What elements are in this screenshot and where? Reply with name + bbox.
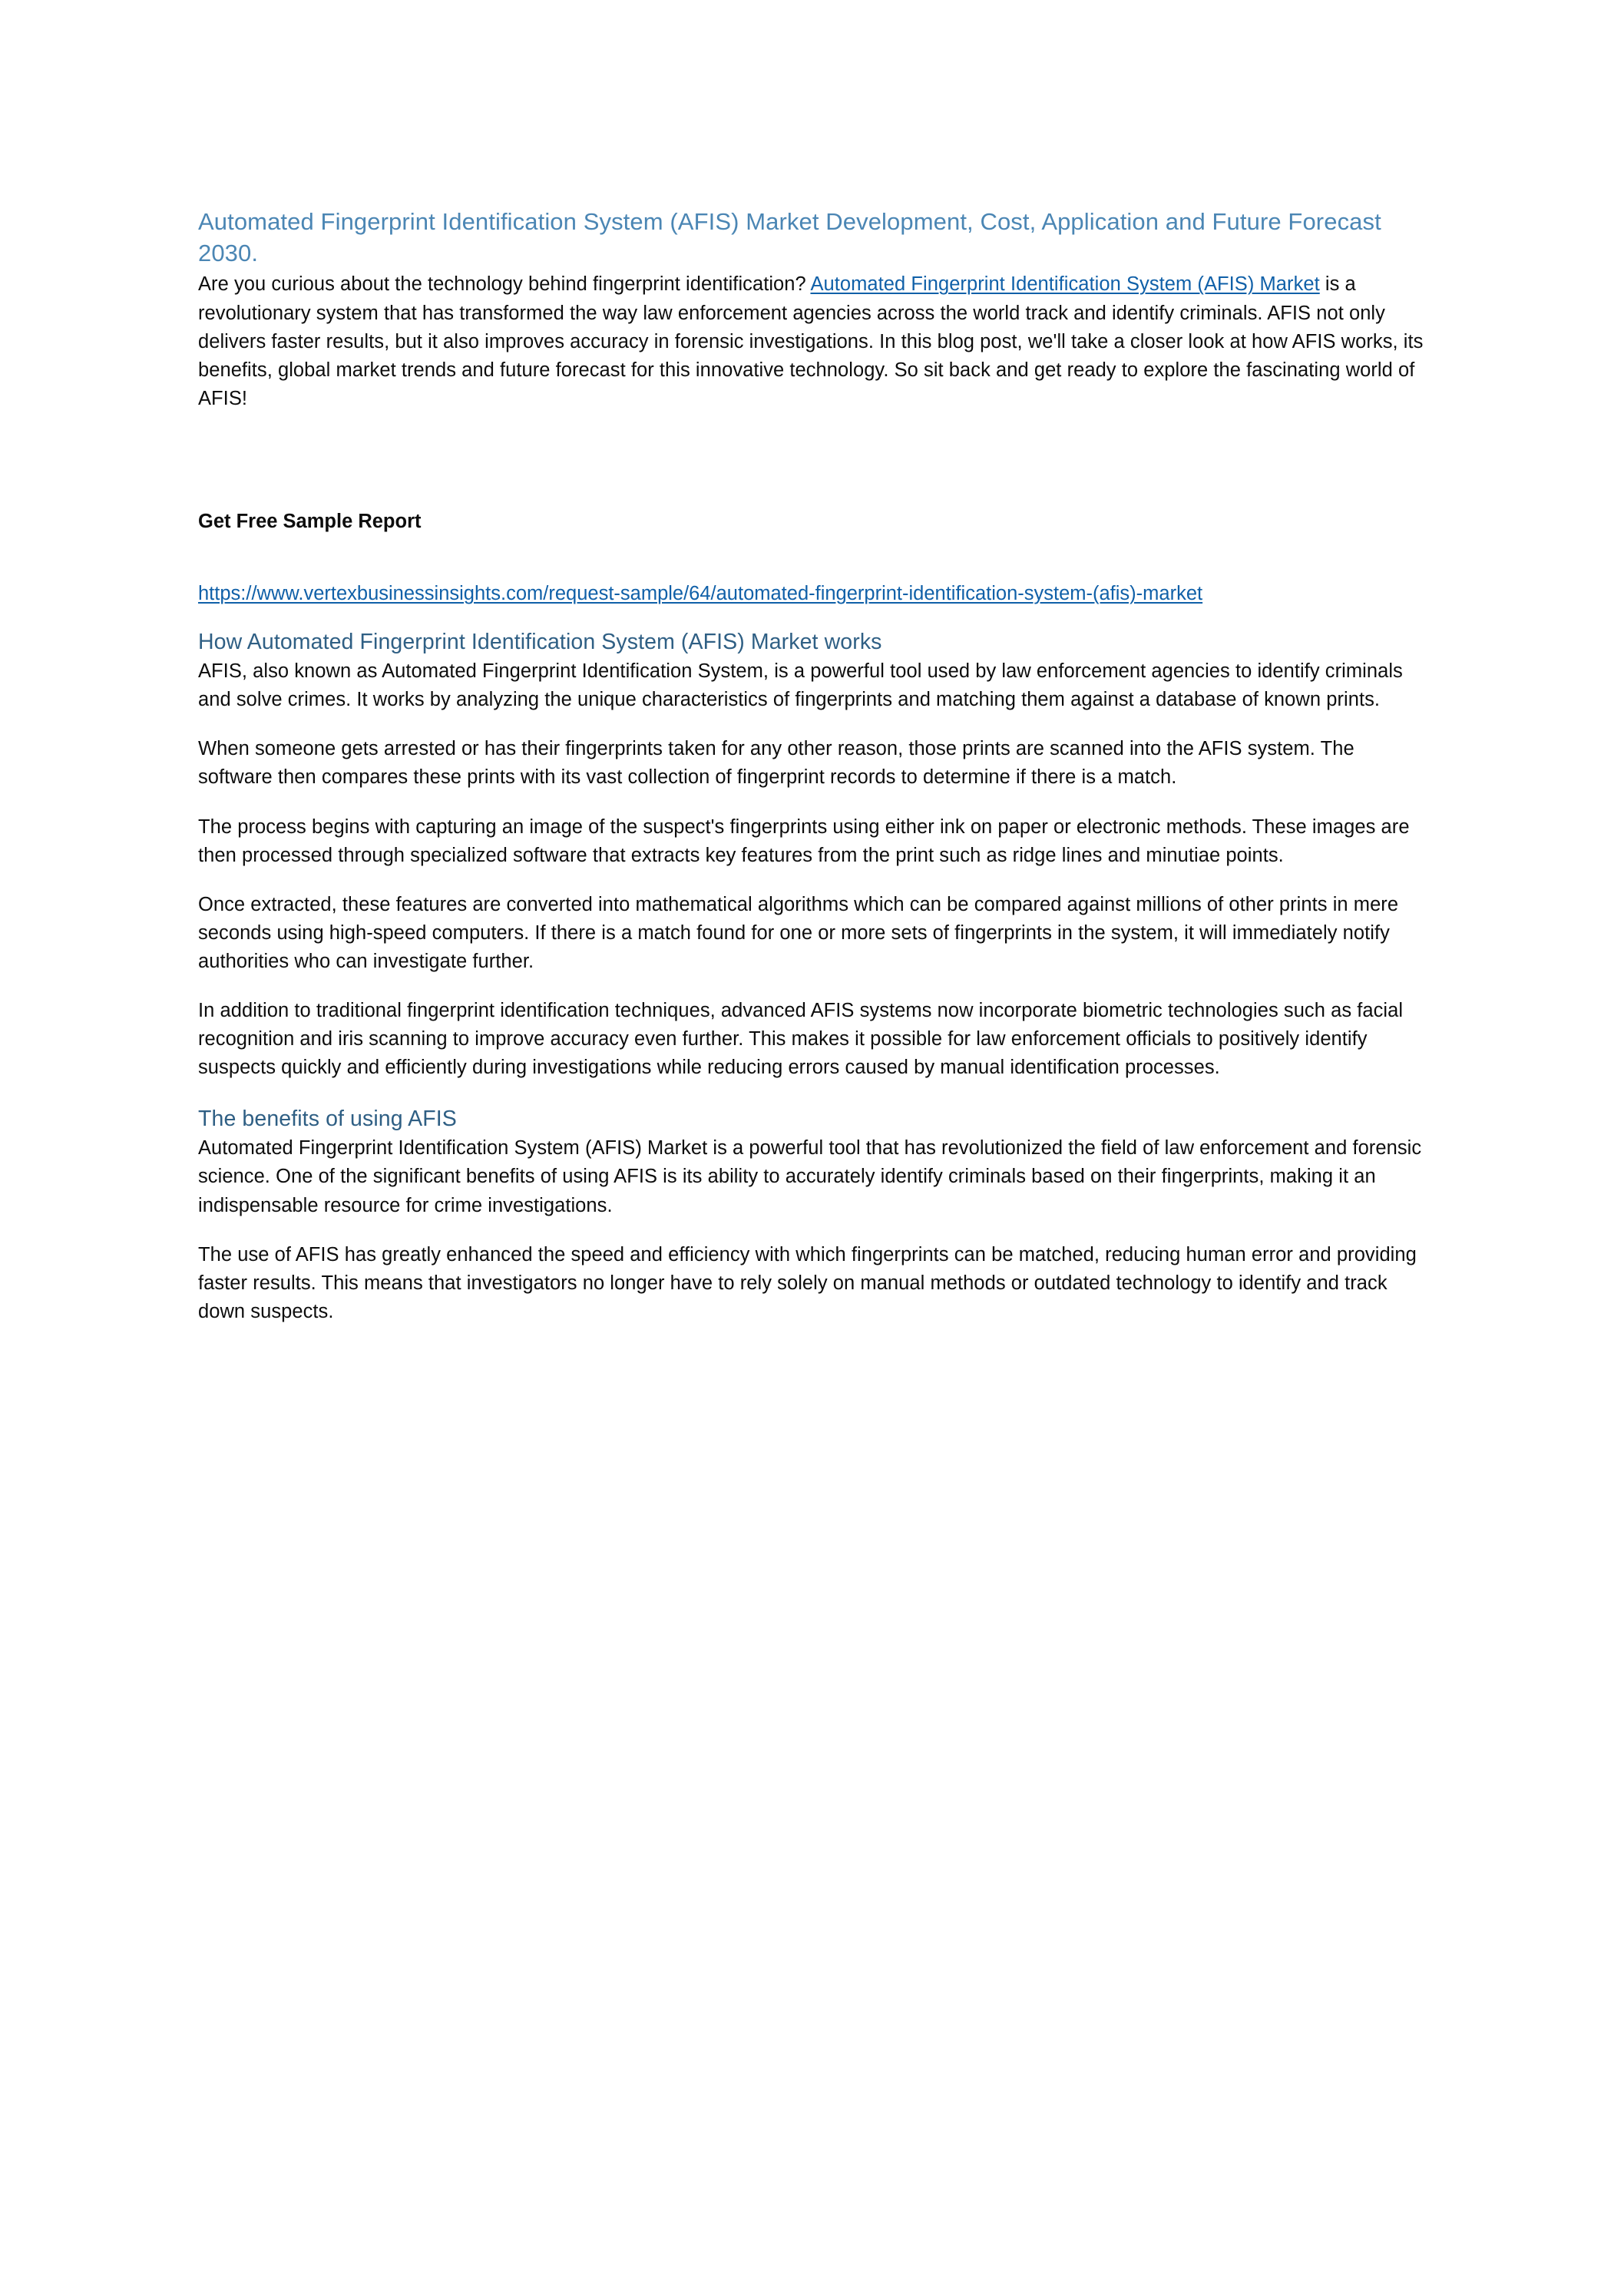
afis-market-link[interactable]: Automated Fingerprint Identification System (AFIS) Market [810, 273, 1320, 296]
document-body [198, 206, 1427, 1326]
section-1-paragraph-2: When someone gets arrested or has their fingerprints taken for any other reason, those prints are scanned into the AFIS system. The software then compares these prints with its vast collection of fingerprint records to determine if there is a match. [198, 738, 1354, 789]
section-1-paragraph-4: Once extracted, these features are converted into mathematical algorithms which can be compared against millions of other prints in mere seconds using high-speed computers. If there is a match found for one or more sets of fingerprints in the system, it will immediately notify authorities who can investigate further. [198, 893, 1399, 972]
spacer-after-intro [198, 413, 1427, 508]
intro-lead-text: Are you curious about the technology behind fingerprint identification? [198, 273, 811, 296]
section-heading-how-afis-works: How Automated Fingerprint Identification System (AFIS) Market works [198, 630, 882, 655]
section-1-paragraph-3: The process begins with capturing an image of the suspect's fingerprints using either ink on paper or electronic methods. These images are then processed through specialized software that extracts key features from the print such as ridge lines and minutiae points. [198, 816, 1410, 866]
spacer-before-section-1 [198, 608, 1427, 628]
section-2-paragraph-2: The use of AFIS has greatly enhanced the speed and efficiency with which fingerprints can be matched, reducing human error and providing faster results. This means that investigators no longer have to rely solely on manual methods or outdated technology to identify and track down suspects. [198, 1243, 1417, 1322]
intro-rest-text: is a revolutionary system that has transformed the way law enforcement agencies across the world track and identify criminals. AFIS not only delivers faster results, but it also improves accuracy in forensic investigations. In this blog post, we'll take a closer look at how AFIS works, its benefits, global market trends and future forecast for this innovative technology. So sit back and get ready to explore the fascinating world of AFIS! [198, 273, 1424, 409]
spacer-before-url [198, 536, 1427, 580]
section-heading-benefits-of-afis: The benefits of using AFIS [198, 1107, 457, 1132]
intro-paragraph [198, 270, 1427, 412]
section-2-paragraph-1: Automated Fingerprint Identification System (AFIS) Market is a powerful tool that has revolutionized the field of law enforcement and forensic science. One of the significant benefits of using AFIS is its ability to accurately identify criminals based on their fingerprints, making it an indispensable resource for crime investigations. [198, 1137, 1422, 1216]
section-1-paragraph-5: In addition to traditional fingerprint identification techniques, advanced AFIS systems now incorporate biometric technologies such as facial recognition and iris scanning to improve accuracy even further. This makes it possible for law enforcement officials to positively identify suspects quickly and efficiently during investigations while reducing errors caused by manual identification processes. [198, 999, 1404, 1079]
get-free-sample-report-heading: Get Free Sample Report [198, 510, 422, 532]
section-1-paragraph-1: AFIS, also known as Automated Fingerprint Identification System, is a powerful tool used by law enforcement agencies to identify criminals and solve crimes. It works by analyzing the unique characteristics of fingerprints and matching them against a database of known prints. [198, 660, 1403, 711]
sample-report-url-link[interactable]: https://www.vertexbusinessinsights.com/request-sample/64/automated-fingerprint-identification-system-(afis)-market [198, 583, 1203, 604]
spacer-before-section-2 [198, 1082, 1427, 1105]
sample-report-url-block [198, 580, 1427, 608]
page-title: Automated Fingerprint Identification System (AFIS) Market Development, Cost, Application and Future Forecast 2030. [198, 208, 1381, 267]
